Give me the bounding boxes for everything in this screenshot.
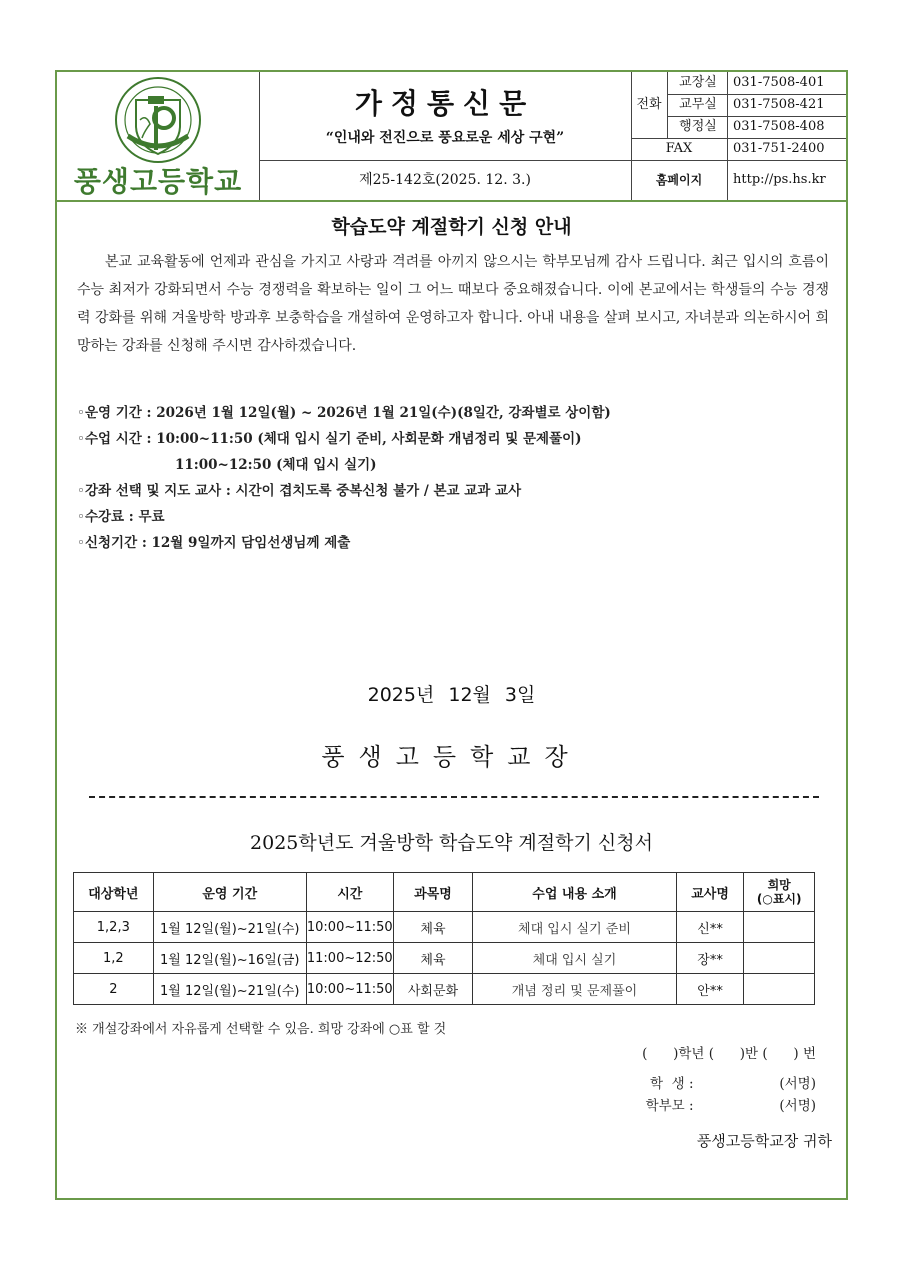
cell-wish-mark[interactable] [744,912,815,943]
item-period: ◦운영 기간 : 2026년 1월 12일(월) ~ 2026년 1월 21일(수)(8일간, 강좌별로 상이함) [77,405,611,421]
parent-signature-field[interactable]: 학부모 : (서명) [645,1098,816,1114]
school-emblem-icon [114,76,202,164]
table-row [74,943,815,974]
phone-number: 031-7508-421 [727,94,846,116]
fax-row [631,138,846,160]
notice-paragraph: 본교 교육활동에 언제과 관심을 가지고 사랑과 격려를 아끼지 않으시는 학부모님께 감사 드립니다. 최근 입시의 흐름이 수능 최저가 강화되면서 수능 경쟁력을 확보하는 일이 그 어느 때보다 중요해졌습니다. 이에 본교에서는 학생들의 수능 경쟁력 강화를 위해 겨울방학 방과후 보충학습을 개설하여 운영하고자 합니다. 아내 내용을 살펴 보시고, 자녀분과 의논하시어 희망하는 강좌를 신청해 주시면 감사하겠습니다. [77,254,829,354]
phone-number: 031-7508-401 [727,72,846,94]
table-header-row [74,873,815,912]
cell-period: 1월 12일(월)~21일(수) [153,912,306,943]
form-title: 2025학년도 겨울방학 학습도약 계절학기 신청서 [250,832,653,854]
cell-grade: 1,2 [74,943,154,974]
cell-wish-mark[interactable] [744,974,815,1005]
phone-dept: 행정실 [667,116,728,138]
contact-table [631,72,846,200]
table-row [74,912,815,943]
title-cell [259,72,632,161]
col-wish: 희망 (○표시) [744,873,815,912]
cell-grade: 2 [74,974,154,1005]
form-note: ※ 개설강좌에서 자유롭게 선택할 수 있음. 희망 강좌에 ○표 할 것 [75,1022,447,1037]
student-signature-field[interactable]: 학 생 : (서명) [650,1076,816,1092]
school-logo-cell [57,72,260,200]
phone-row [631,116,846,138]
phone-row [631,72,846,94]
cell-time: 10:00~11:50 [306,912,393,943]
cell-grade: 1,2,3 [74,912,154,943]
item-fee: ◦수강료 : 무료 [77,509,165,525]
cell-period: 1월 12일(월)~16일(금) [153,943,306,974]
course-table [73,872,815,1005]
cell-teacher: 안** [676,974,744,1005]
cell-teacher: 장** [676,943,744,974]
table-row [74,974,815,1005]
homepage-link[interactable]: http://ps.hs.kr [727,160,846,200]
col-grade: 대상학년 [74,873,154,912]
cell-content: 개념 정리 및 문제풀이 [473,974,677,1005]
fax-number: 031-751-2400 [727,138,846,160]
notice-date: 2025년 12월 3일 [367,684,536,706]
phone-dept: 교무실 [667,94,728,116]
homepage-label: 홈페이지 [655,173,703,187]
notice-title: 학습도약 계절학기 신청 안내 [331,216,572,238]
phone-label: 전화 [636,97,662,112]
cell-teacher: 신** [676,912,744,943]
homepage-row [631,160,846,200]
cell-subject: 체육 [393,912,473,943]
newsletter-header [57,72,846,202]
form-addressee: 풍생고등학교장 귀하 [696,1132,832,1150]
notice-items [77,400,837,556]
cell-time: 11:00~12:50 [306,943,393,974]
cell-subject: 체육 [393,943,473,974]
newsletter-title: 가정통신문 [354,87,536,120]
cut-line [89,796,819,798]
item-class-time-2: 11:00~12:50 (체대 입시 실기) [175,457,377,473]
phone-row [631,94,846,116]
fax-label: FAX [665,141,693,156]
col-content: 수업 내용 소개 [473,873,677,912]
school-logo-name: 풍생고등학교 [73,165,243,198]
item-class-time: ◦수업 시간 : 10:00~11:50 (체대 입시 실기 준비, 사회문화 개념정리 및 문제풀이) [77,431,582,447]
school-motto: “인내와 전진으로 풍요로운 세상 구현” [325,130,565,146]
cell-subject: 사회문화 [393,974,473,1005]
item-course-selection: ◦강좌 선택 및 지도 교사 : 시간이 겹치도록 중복신청 불가 / 본교 교과 교사 [77,483,522,499]
newsletter-frame [55,70,848,1200]
cell-time: 10:00~11:50 [306,974,393,1005]
cell-content: 체대 입시 실기 준비 [473,912,677,943]
cell-period: 1월 12일(월)~21일(수) [153,974,306,1005]
col-time: 시간 [306,873,393,912]
col-teacher: 교사명 [676,873,744,912]
class-number-field[interactable]: ( )학년 ( )반 ( ) 번 [642,1046,816,1062]
principal-signature: 풍생고등학교장 [321,743,582,771]
phone-number: 031-7508-408 [727,116,846,138]
item-application-deadline: ◦신청기간 : 12월 9일까지 담임선생님께 제출 [77,535,351,551]
cell-content: 체대 입시 실기 [473,943,677,974]
cell-wish-mark[interactable] [744,943,815,974]
phone-dept: 교장실 [667,72,728,94]
col-subject: 과목명 [393,873,473,912]
issue-number: 제25-142호(2025. 12. 3.) [259,160,632,200]
col-period: 운영 기간 [153,873,306,912]
